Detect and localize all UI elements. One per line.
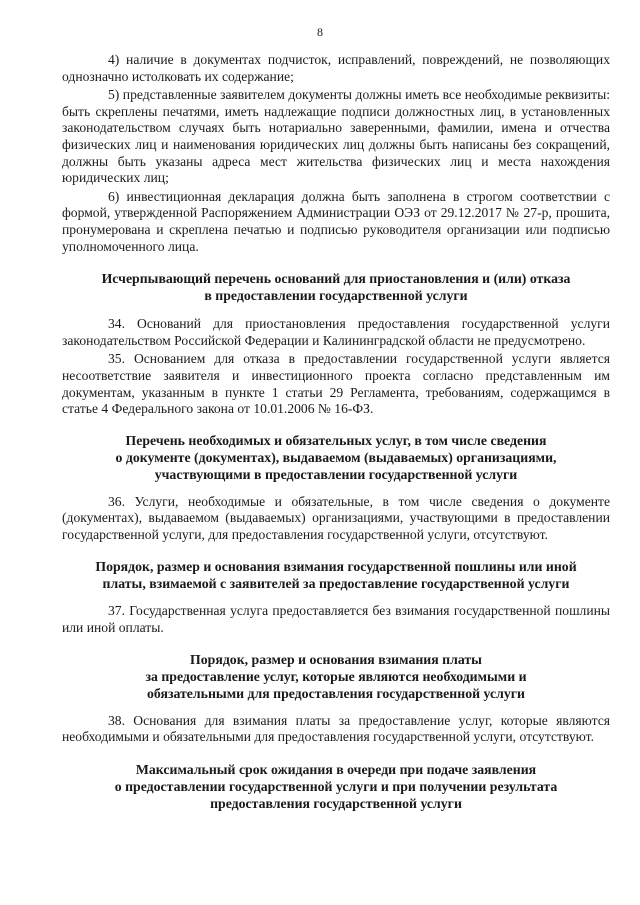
heading-line: платы, взимаемой с заявителей за предоставление государственной услуги <box>102 576 570 592</box>
paragraph-35: 35. Основанием для отказа в предоставлении государственной услуги является несоответствие заявителя и инвестиционного проекта согласно представленным им документам, указанным в пункте 1 статьи 29 Регламента, требованиям, содержащимся в статье 4 Федерального закона от 10.01.2006 № 16-ФЗ. <box>62 351 610 417</box>
paragraph-item-6: 6) инвестиционная декларация должна быть заполнена в строгом соответствии с формой, утвержденной Распоряжением Администрации ОЭЗ от 29.12.2017 № 27-р, прошита, пронумерована и скреплена печатью и подписью руководителя организации или подписью уполномоченного лица. <box>62 188 610 254</box>
heading-line: предоставления государственной услуги <box>210 795 462 811</box>
heading-line: Порядок, размер и основания взимания государственной пошлины или иной <box>95 559 577 575</box>
heading-line: о документе (документах), выдаваемом (выдаваемых) организациями, <box>115 449 557 465</box>
heading-line: о предоставлении государственной услуги и при получении результата <box>114 778 558 794</box>
heading-max-waiting-time <box>62 761 610 812</box>
heading-line: Порядок, размер и основания взимания платы <box>190 651 482 667</box>
paragraph-item-4: 4) наличие в документах подчисток, исправлений, повреждений, не позволяющих однозначно истолковать их содержание; <box>62 52 610 84</box>
paragraph-37: 37. Государственная услуга предоставляется без взимания государственной пошлины или иной оплаты. <box>62 603 610 636</box>
heading-line: Максимальный срок ожидания в очереди при подаче заявления <box>135 761 537 777</box>
paragraph-34: 34. Оснований для приостановления предоставления государственной услуги законодательством Российской Федерации и Калининградской области не предусмотрено. <box>62 316 610 348</box>
paragraph-36: 36. Услуги, необходимые и обязательные, в том числе сведения о документе (документах), выдаваемом (выдаваемых) организациями, участвующими в предоставлении государственной услуги, для предоставления государственной услуги, отсутствуют. <box>62 493 610 542</box>
heading-line: Исчерпывающий перечень оснований для приостановления и (или) отказа <box>101 271 571 287</box>
page-number: 8 <box>317 25 323 39</box>
heading-line: участвующими в предоставлении государственной услуги <box>154 466 518 482</box>
heading-state-fee <box>62 558 610 592</box>
heading-line: за предоставление услуг, которые являются необходимыми и <box>145 668 527 684</box>
paragraph-38: 38. Основания для взимания платы за предоставление услуг, которые являются необходимыми и обязательными для предоставления государственной услуги, отсутствуют. <box>62 712 610 745</box>
heading-line: обязательными для предоставления государственной услуги <box>147 685 525 701</box>
paragraph-item-5: 5) представленные заявителем документы должны иметь все необходимые реквизиты: быть скреплены печатями, иметь надлежащие подписи должностных лиц, в установленных законодательством случаях быть нотариально заверенными, фамилии, имена и отчества физических лиц и наименования юридических лиц должны быть написаны без сокращений, должны быть указаны адреса мест жительства физических лиц и места нахождения юридических лиц; <box>62 87 610 186</box>
heading-fee-for-services <box>62 651 610 702</box>
heading-line: Перечень необходимых и обязательных услуг, в том числе сведения <box>125 432 547 448</box>
document-body <box>62 52 610 812</box>
heading-line: в предоставлении государственной услуги <box>204 288 468 304</box>
heading-required-services <box>62 432 610 483</box>
heading-grounds-for-refusal <box>62 270 610 304</box>
